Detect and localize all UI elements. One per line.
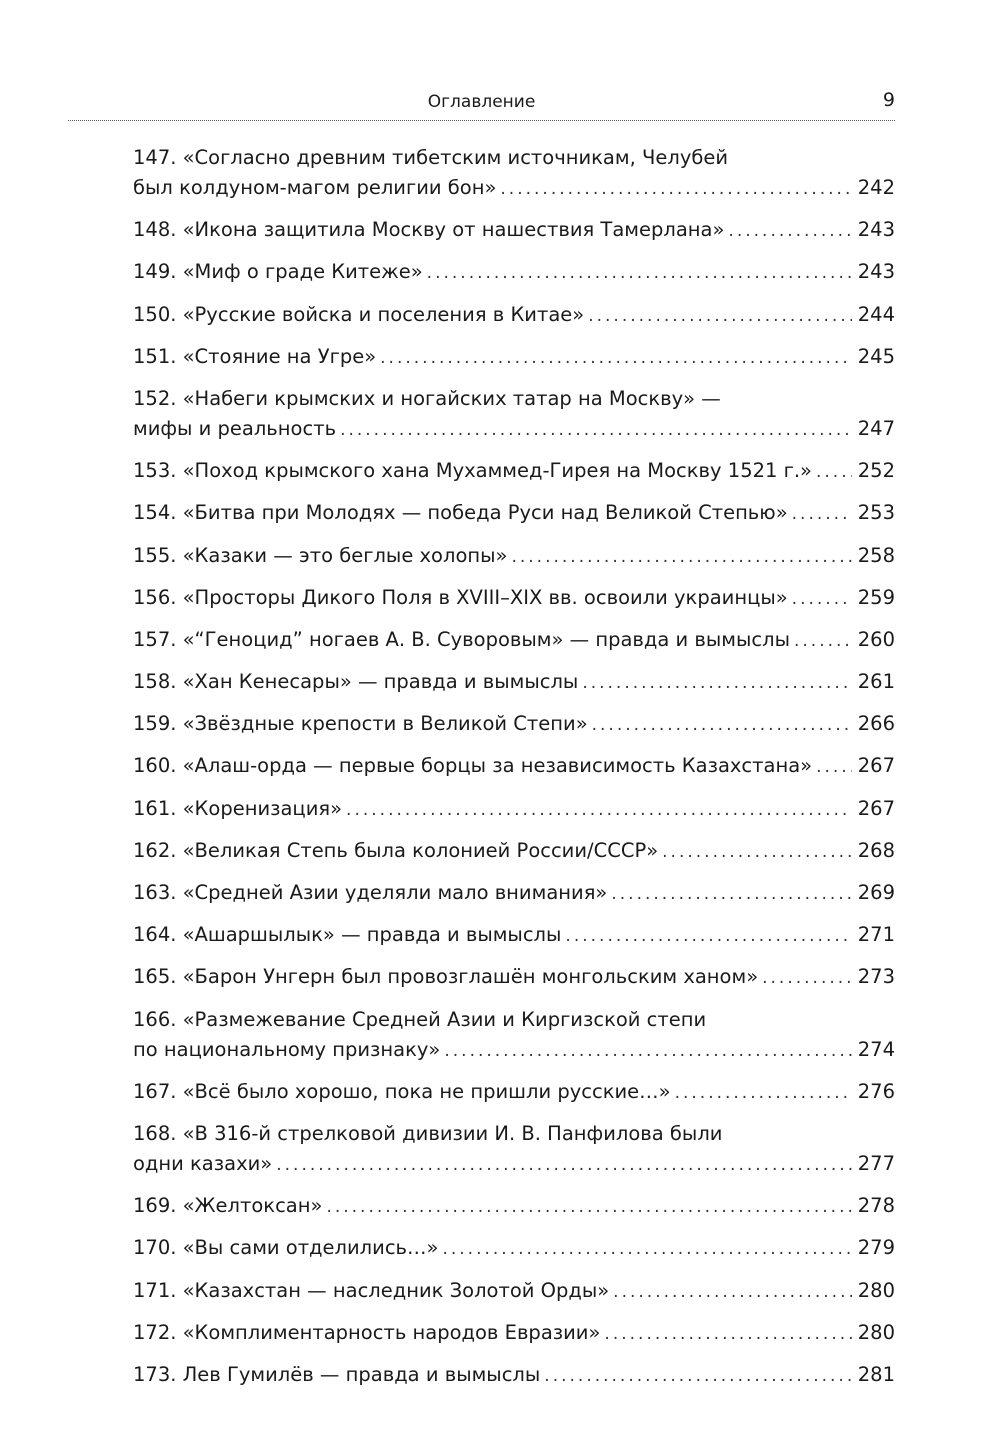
toc-entry-page-number: 274 — [857, 1037, 895, 1061]
toc-entry — [133, 583, 895, 614]
toc-entry-title: 151. «Стояние на Угре» — [133, 344, 377, 368]
toc-entry-title: 167. «Всё было хорошо, пока не пришли русские…» — [133, 1079, 671, 1103]
toc-entry — [133, 1360, 895, 1391]
toc-entry — [133, 794, 895, 825]
toc-entry-title-line: 166. «Размежевание Средней Азии и Киргизской степи — [133, 1007, 707, 1031]
dot-leader — [588, 301, 852, 331]
toc-entry-title-line: 147. «Согласно древним тибетским источникам, Челубей — [133, 146, 729, 169]
toc-entry — [133, 1233, 895, 1264]
toc-entry-page-number: 277 — [857, 1151, 895, 1175]
toc-entry — [133, 1119, 895, 1180]
toc-entry-line — [133, 1077, 895, 1108]
dot-leader — [444, 1036, 851, 1066]
toc-entry-title: 153. «Поход крымского хана Мухаммед-Гирея на Москву 1521 г.» — [133, 459, 812, 483]
toc-entry — [133, 143, 895, 204]
toc-entry-page-number: 267 — [857, 754, 895, 778]
dot-leader — [511, 542, 851, 572]
dot-leader — [604, 1319, 851, 1349]
toc-entry-title: 148. «Икона защитила Москву от нашествия Тамерлана» — [133, 218, 725, 242]
toc-entry-line — [133, 1276, 895, 1307]
toc-entry-title: 155. «Казаки — это беглые холопы» — [133, 543, 508, 567]
toc-entry-title: мифы и реальность — [133, 416, 337, 440]
running-header — [68, 90, 895, 121]
dot-leader — [792, 584, 852, 614]
toc-entry — [133, 1005, 895, 1066]
toc-entry-title: 154. «Битва при Молодях — победа Руси над Великой Степью» — [133, 501, 788, 525]
toc-entry-title: 170. «Вы сами отделились…» — [133, 1236, 439, 1260]
toc-entry-line — [133, 456, 895, 487]
toc-entry-page-number: 245 — [857, 344, 895, 368]
toc-entry-page-number: 273 — [857, 965, 895, 989]
toc-entry-page-number: 253 — [857, 501, 895, 525]
toc-entry-line — [133, 962, 895, 993]
toc-entry-page-number: 269 — [857, 881, 895, 904]
toc-entry-title: 169. «Желтоксан» — [133, 1194, 323, 1218]
toc-entry-line — [133, 1191, 895, 1222]
toc-entry-page-number: 278 — [857, 1194, 895, 1218]
dot-leader — [662, 837, 852, 867]
toc-entry-title: 156. «Просторы Дикого Поля в XVIII–XIX вв. освоили украинцы» — [133, 585, 788, 609]
toc-entry — [133, 342, 895, 373]
toc-entry-line — [133, 414, 895, 445]
toc-entry-title: 172. «Комплиментарность народов Евразии» — [133, 1320, 601, 1344]
toc-entry-line — [133, 836, 895, 867]
toc-entry-line — [133, 751, 895, 782]
toc-entry-line — [133, 1035, 895, 1066]
toc-entry-line — [133, 541, 895, 572]
dot-leader — [582, 668, 851, 698]
toc-entry-title: 165. «Барон Унгерн был провозглашён монгольским ханом» — [133, 965, 759, 989]
dot-leader — [500, 174, 851, 204]
toc-entry-page-number: 279 — [857, 1236, 895, 1260]
toc-entry-page-number: 281 — [857, 1362, 895, 1386]
toc-entry-page-number: 243 — [857, 218, 895, 242]
toc-entry — [133, 920, 895, 951]
toc-entry-line — [133, 794, 895, 825]
toc-entry-line — [133, 625, 895, 656]
toc-entry-title-line: 168. «В 316-й стрелковой дивизии И. В. Панфилова были — [133, 1121, 723, 1145]
toc-entry — [133, 1191, 895, 1222]
toc-entry-title: 173. Лев Гумилёв — правда и вымыслы — [133, 1362, 541, 1386]
header-page-number: 9 — [882, 89, 895, 111]
dot-leader — [675, 1078, 852, 1108]
toc-entry-page-number: 261 — [857, 670, 895, 694]
dot-leader — [816, 752, 852, 782]
dot-leader — [326, 1192, 851, 1222]
dot-leader — [816, 457, 852, 487]
dot-leader — [427, 258, 852, 288]
toc-entry-line — [133, 1360, 895, 1391]
dot-leader — [346, 795, 852, 825]
toc-entry — [133, 384, 895, 445]
toc-entry — [133, 962, 895, 993]
dot-leader — [592, 710, 852, 740]
toc-entry — [133, 1318, 895, 1349]
toc-entry-line — [133, 300, 895, 331]
toc-entry-line — [133, 1149, 895, 1180]
toc-entry — [133, 215, 895, 246]
toc-entry — [133, 498, 895, 529]
toc-entry-page-number: 268 — [857, 838, 895, 862]
toc-entry — [133, 257, 895, 288]
toc-entry-title: 150. «Русские войска и поселения в Китае» — [133, 302, 585, 326]
toc-entry-page-number: 267 — [857, 796, 895, 820]
toc-entry-page-number: 252 — [857, 459, 895, 483]
toc-entry-title: одни казахи» — [133, 1151, 273, 1175]
dot-leader — [276, 1150, 852, 1180]
dot-leader — [340, 415, 852, 445]
toc-entry-line — [133, 583, 895, 614]
toc-entry-page-number: 266 — [857, 712, 895, 736]
toc-entry — [133, 1276, 895, 1307]
toc-entry-line — [133, 257, 895, 288]
toc-entry — [133, 456, 895, 487]
toc-entry — [133, 1077, 895, 1108]
toc-entry-page-number: 242 — [857, 176, 895, 199]
toc-entry — [133, 625, 895, 656]
toc-entry-title: 160. «Алаш-орда — первые борцы за независимость Казахстана» — [133, 754, 813, 778]
toc-entry-page-number: 259 — [857, 585, 895, 609]
header-title: Оглавление — [427, 92, 536, 112]
toc-entry-title: 163. «Средней Азии уделяли мало внимания» — [133, 881, 608, 904]
toc-entry-page-number: 243 — [857, 260, 895, 284]
toc-entry-line — [133, 1318, 895, 1349]
table-of-contents — [133, 143, 895, 1402]
toc-entry — [133, 751, 895, 782]
toc-entry-line — [133, 498, 895, 529]
toc-entry-page-number: 280 — [857, 1278, 895, 1302]
toc-entry — [133, 300, 895, 331]
toc-entry-title: был колдуном-магом религии бон» — [133, 176, 497, 199]
toc-entry-page-number: 244 — [857, 302, 895, 326]
toc-entry — [133, 709, 895, 740]
dot-leader — [380, 343, 852, 373]
toc-entry-page-number: 276 — [857, 1079, 895, 1103]
dot-leader — [794, 626, 852, 656]
toc-entry-line — [133, 667, 895, 698]
dot-leader — [792, 499, 852, 529]
toc-entry — [133, 541, 895, 572]
toc-entry — [133, 667, 895, 698]
toc-entry-line — [133, 878, 895, 909]
toc-entry-line — [133, 920, 895, 951]
toc-entry-title: 171. «Казахстан — наследник Золотой Орды» — [133, 1278, 610, 1302]
dot-leader — [611, 879, 851, 909]
toc-entry — [133, 836, 895, 867]
dot-leader — [613, 1277, 852, 1307]
dot-leader — [728, 216, 851, 246]
toc-entry-title: 162. «Великая Степь была колонией России/СССР» — [133, 838, 659, 862]
toc-entry-title: по национальному признаку» — [133, 1037, 441, 1061]
toc-entry-page-number: 258 — [857, 543, 895, 567]
toc-entry-page-number: 247 — [857, 416, 895, 440]
toc-entry-line — [133, 1233, 895, 1264]
toc-entry-title: 164. «Ашаршылык» — правда и вымыслы — [133, 923, 562, 947]
toc-entry-line — [133, 342, 895, 373]
toc-entry-title: 157. «“Геноцид” ногаев А. В. Суворовым» — правда и вымыслы — [133, 627, 790, 651]
dot-leader — [544, 1361, 851, 1391]
dot-leader — [565, 921, 851, 951]
toc-entry — [133, 878, 895, 909]
dot-leader — [762, 963, 852, 993]
toc-entry-line — [133, 709, 895, 740]
toc-entry-page-number: 271 — [857, 923, 895, 947]
toc-entry-page-number: 280 — [857, 1320, 895, 1344]
toc-entry-title: 158. «Хан Кенесары» — правда и вымыслы — [133, 670, 579, 694]
toc-entry-title-line: 152. «Набеги крымских и ногайских татар на Москву» — — [133, 386, 721, 410]
toc-entry-title: 159. «Звёздные крепости в Великой Степи» — [133, 712, 588, 736]
toc-entry-page-number: 260 — [857, 627, 895, 651]
toc-entry-title: 149. «Миф о граде Китеже» — [133, 260, 423, 284]
dot-leader — [442, 1234, 851, 1264]
toc-entry-line — [133, 173, 895, 204]
toc-entry-line — [133, 215, 895, 246]
toc-entry-title: 161. «Коренизация» — [133, 796, 343, 820]
